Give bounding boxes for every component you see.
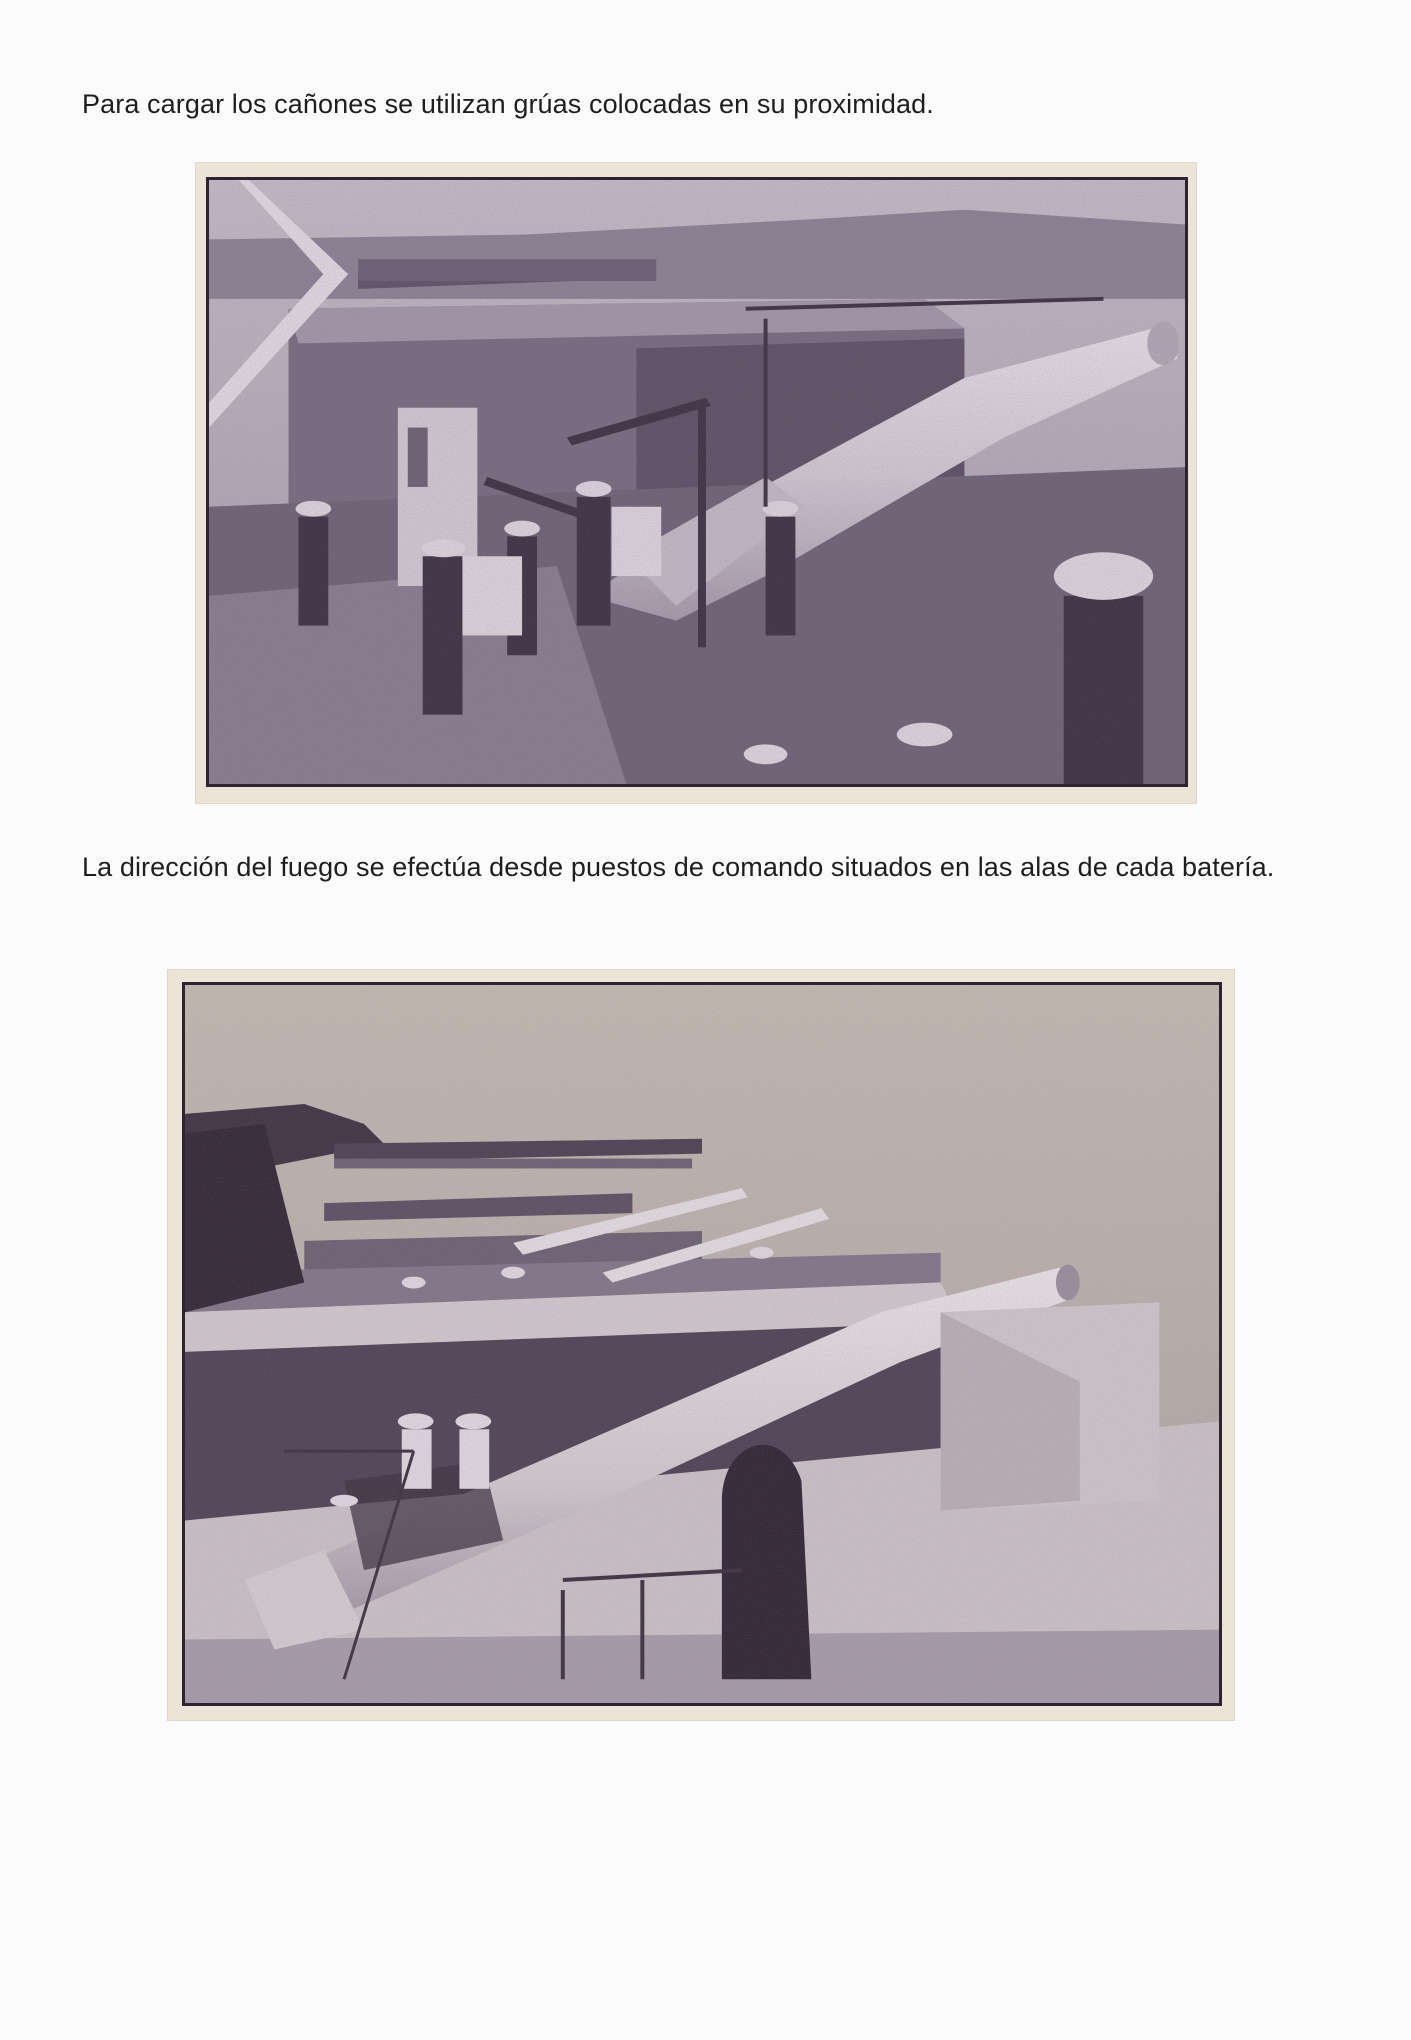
photo-cranes-loading-guns — [206, 177, 1188, 787]
caption-cranes: Para cargar los cañones se utilizan grúas colocadas en su proximidad. — [82, 89, 934, 119]
photo-illustration-2 — [185, 985, 1219, 1703]
caption-fire-direction: La dirección del fuego se efectúa desde puestos de comando situados en las alas de cada batería. — [82, 852, 1275, 882]
photo-coastal-battery-guns — [182, 982, 1222, 1706]
photo-clipping-1 — [196, 163, 1196, 803]
photo-illustration-1 — [209, 180, 1185, 784]
photo-clipping-2 — [168, 970, 1234, 1720]
